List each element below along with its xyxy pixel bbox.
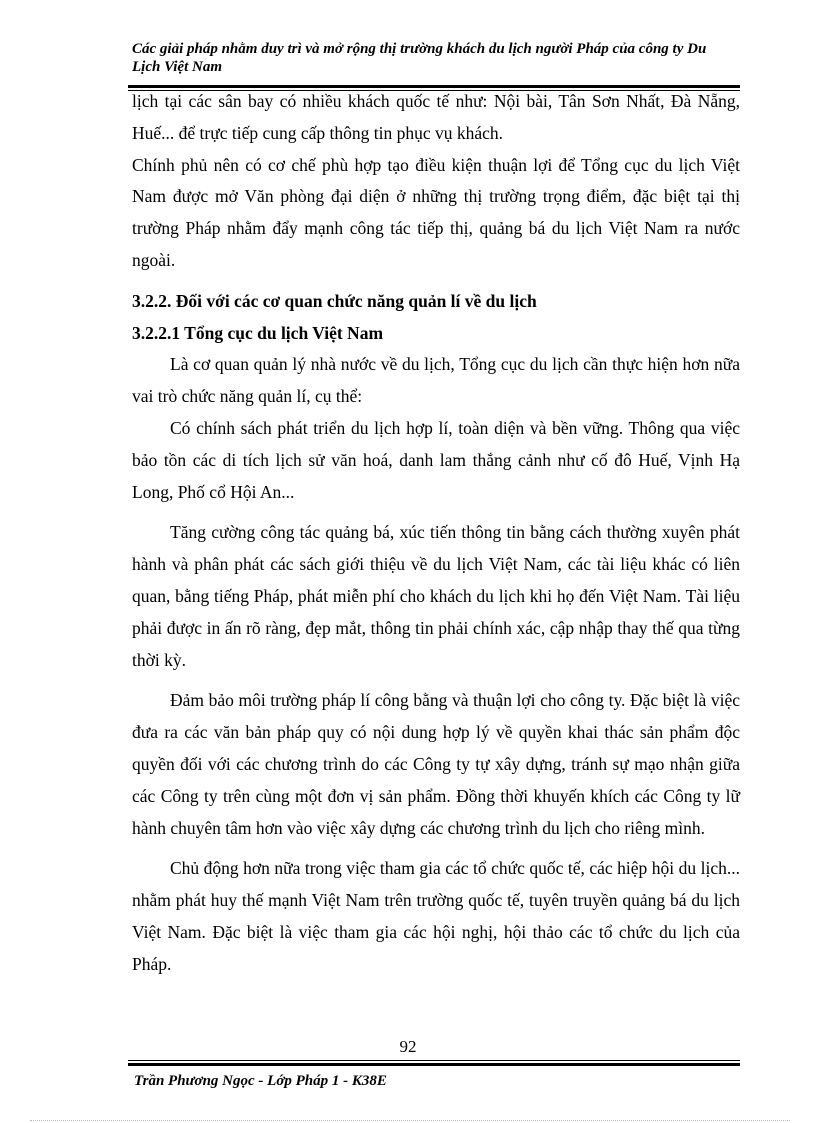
paragraph: Có chính sách phát triển du lịch hợp lí, toàn diện và bền vững. Thông qua việc bảo tồn các di tích lịch sử văn hoá, danh lam thắng cảnh như cố đô Huế, Vịnh Hạ Long, Phố cổ Hội An... [132, 417, 740, 502]
footer-rule-thin [128, 1060, 740, 1061]
paragraph: Là cơ quan quản lý nhà nước về du lịch, Tổng cục du lịch cần thực hiện hơn nữa vai trò chức năng quản lí, cụ thể: [132, 354, 740, 407]
paragraph: lịch tại các sân bay có nhiều khách quốc tế như: Nội bài, Tân Sơn Nhất, Đà Nẵng, Huế... để trực tiếp cung cấp thông tin phục vụ khách. [132, 91, 740, 143]
footer-rule-thick [128, 1063, 740, 1066]
document-body [132, 86, 740, 981]
paragraph: Đảm bảo môi trường pháp lí công bằng và thuận lợi cho công ty. Đặc biệt là việc đưa ra các văn bản pháp quy có nội dung hợp lý về quyền khai thác sản phẩm độc quyền đối với các chương trình do các Công ty tự xây dựng, tránh sự mạo nhận giữa các Công ty trên cùng một đơn vị sản phẩm. Đồng thời khuyến khích các Công ty lữ hành chuyên tâm hơn vào việc xây dựng các chương trình du lịch cho riêng mình. [132, 690, 740, 838]
page-number: 92 [399, 1037, 417, 1056]
bottom-dotted-border [30, 1120, 790, 1121]
paragraph: Chủ động hơn nữa trong việc tham gia các tổ chức quốc tế, các hiệp hội du lịch... nhằm phát huy thế mạnh Việt Nam trên trường quốc tế, tuyên truyền quảng bá du lịch Việt Nam. Đặc biệt là việc tham gia các hội nghị, hội thảo các tổ chức du lịch của Pháp. [132, 858, 740, 974]
footer-author: Trần Phương Ngọc - Lớp Pháp 1 - K38E [134, 1073, 387, 1089]
paragraph: Tăng cường công tác quảng bá, xúc tiến thông tin bằng cách thường xuyên phát hành và phân phát các sách giới thiệu về du lịch Việt Nam, các tài liệu khác có liên quan, bằng tiếng Pháp, phát miễn phí cho khách du lịch khi họ đến Việt Nam. Tài liệu phải được in ấn rõ ràng, đẹp mắt, thông tin phải chính xác, cập nhập thay thế qua từng thời kỳ. [132, 522, 740, 670]
page-header-title: Các giải pháp nhằm duy trì và mở rộng thị trường khách du lịch người Pháp của công ty Du Lịch Việt Nam [132, 41, 707, 75]
section-heading: 3.2.2. Đối với các cơ quan chức năng quản lí về du lịch [132, 290, 537, 311]
paragraph: Chính phủ nên có cơ chế phù hợp tạo điều kiện thuận lợi để Tổng cục du lịch Việt Nam được mở Văn phòng đại diện ở những thị trường trọng điểm, đặc biệt tại thị trường Pháp nhằm đẩy mạnh công tác tiếp thị, quảng bá du lịch Việt Nam ra nước ngoài. [132, 154, 740, 270]
subsection-heading: 3.2.2.1 Tổng cục du lịch Việt Nam [132, 322, 384, 343]
